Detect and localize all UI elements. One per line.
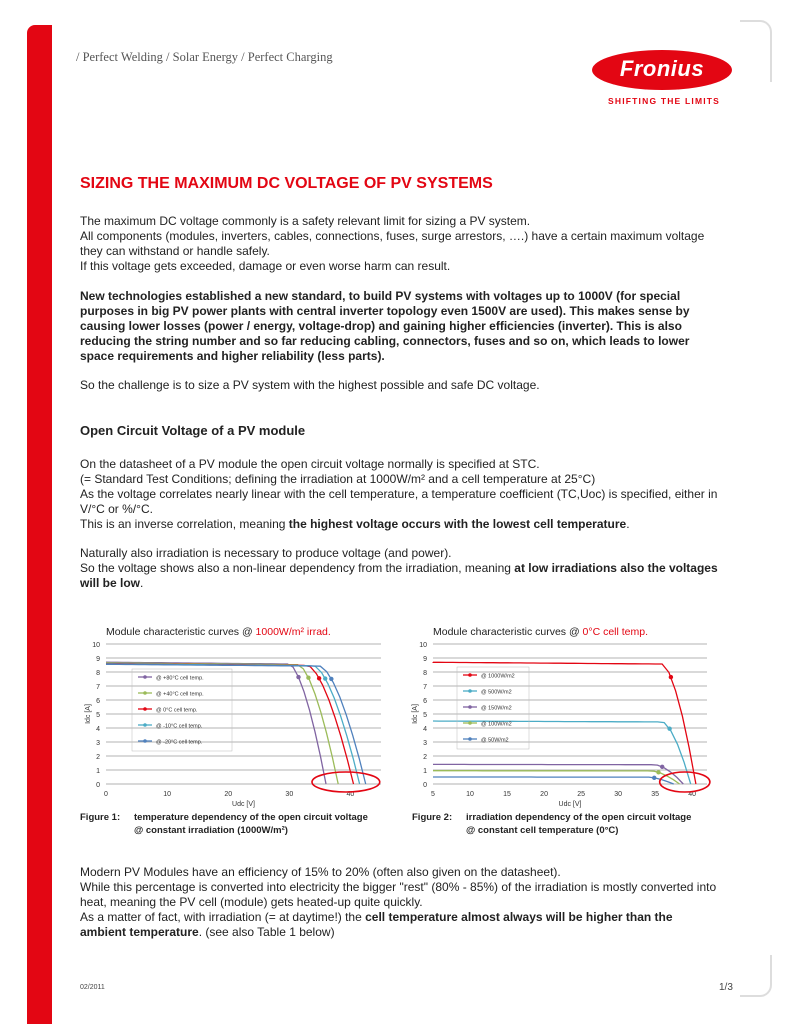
x-tick-label: 0 <box>104 791 108 798</box>
x-tick-label: 20 <box>540 791 548 798</box>
y-tick-label: 6 <box>96 698 100 705</box>
y-tick-label: 2 <box>423 754 427 761</box>
y-tick-label: 1 <box>423 768 427 775</box>
intro-line-1: The maximum DC voltage commonly is a safety relevant limit for sizing a PV system. <box>80 214 531 228</box>
y-tick-label: 7 <box>423 684 427 691</box>
y-tick-label: 10 <box>419 642 427 649</box>
irradiation-line-2 <box>80 561 720 591</box>
y-tick-label: 0 <box>96 782 100 789</box>
legend-marker <box>468 673 472 677</box>
legend-marker <box>468 721 472 725</box>
intro-line-3: If this voltage gets exceeded, damage or even worse harm can result. <box>80 259 451 273</box>
figure-1-caption <box>80 811 368 837</box>
y-tick-label: 5 <box>423 712 427 719</box>
x-tick-label: 40 <box>346 791 355 798</box>
legend-marker <box>143 739 147 743</box>
datasheet-line-3: As the voltage correlates nearly linear with the cell temperature, a temperature coefficient (TC,Uoc) is specified, either in V/°C or %/°C. <box>80 487 718 516</box>
mpp-marker-5 <box>652 776 656 780</box>
legend-marker <box>143 675 147 679</box>
legend-marker <box>468 737 472 741</box>
y-tick-label: 4 <box>96 726 100 733</box>
y-tick-label: 5 <box>96 712 100 719</box>
legend-marker <box>143 691 147 695</box>
efficiency-line-3 <box>80 910 720 940</box>
chart-1-svg <box>78 622 398 812</box>
x-tick-label: 40 <box>688 791 697 798</box>
x-axis-label: Udc [V] <box>558 801 582 808</box>
page-number: 1/3 <box>719 982 733 993</box>
efficiency-line-2: While this percentage is converted into electricity the bigger "rest" (80% - 85%) of the irradiation is mostly converted into heat, meaning the PV cell (module) gets heated-up quite quickly. <box>80 880 717 909</box>
y-tick-label: 8 <box>423 670 427 677</box>
x-tick-label: 25 <box>577 791 586 798</box>
celltemp-end: . (see also Table 1 below) <box>198 925 335 939</box>
mpp-marker-3 <box>660 765 664 769</box>
bold-paragraph: New technologies established a new standard, to build PV systems with voltages up to 1000V (for special purposes in big PV power plants with central inverter topology even 1500V are used). This makes sense by causing lower losses (power / energy, voltage-drop) and gaining higher efficiencies (inverter). This is also reducing the string number and so far reducing cabling, connectors, fuses and so on, which leads to lower space requirements and higher reliability (less parts). <box>80 289 690 363</box>
y-tick-label: 1 <box>96 768 100 775</box>
iv-curve-5 <box>433 777 674 784</box>
mpp-marker-3 <box>317 676 321 680</box>
legend-label: @ 1000W/m2 <box>481 673 515 680</box>
x-tick-label: 10 <box>163 791 172 798</box>
tagline: / Perfect Welding / Solar Energy / Perfect Charging <box>76 50 333 64</box>
mpp-marker-2 <box>667 726 671 730</box>
page-title: SIZING THE MAXIMUM DC VOLTAGE OF PV SYSTEMS <box>80 175 493 192</box>
legend-label: @ 500W/m2 <box>481 689 512 696</box>
legend-marker <box>143 707 147 711</box>
celltemp-text: As a matter of fact, with irradiation (= at daytime!) the <box>80 910 366 924</box>
irradiation-line-1: Naturally also irradiation is necessary to produce voltage (and power). <box>80 546 452 560</box>
y-tick-label: 0 <box>423 782 427 789</box>
intro-line-2: All components (modules, inverters, cables, connections, fuses, surge arrestors, ….) have a certain maximum voltage they can withstand or handle safely. <box>80 229 705 258</box>
mpp-marker-5 <box>329 677 333 681</box>
chart-title-text: Module characteristic curves @ <box>433 626 583 638</box>
irradiation-end: . <box>140 576 144 590</box>
x-tick-label: 10 <box>466 791 474 798</box>
efficiency-paragraph <box>80 865 720 940</box>
fronius-logo <box>592 50 736 110</box>
x-tick-label: 30 <box>285 791 294 798</box>
iv-curve-1 <box>106 662 326 784</box>
iv-curve-3 <box>106 664 354 784</box>
inverse-end: . <box>626 517 630 531</box>
x-tick-label: 15 <box>503 791 511 798</box>
y-tick-label: 2 <box>96 754 100 761</box>
figure-2-caption <box>412 811 691 837</box>
figure-2-caption-line-1: irradiation dependency of the open circuit voltage <box>466 812 692 823</box>
x-axis-label: Udc [V] <box>232 801 255 808</box>
x-tick-label: 35 <box>651 791 660 798</box>
iv-curve-2 <box>433 721 691 784</box>
legend-label: @ -10°C cell temp. <box>156 723 203 730</box>
figure-2-number: Figure 2: <box>412 812 453 823</box>
chart-title <box>106 626 331 638</box>
datasheet-line-4 <box>80 517 720 532</box>
left-red-bar <box>27 25 52 1024</box>
legend-label: @ -20°C cell temp. <box>156 739 203 746</box>
datasheet-line-2: (= Standard Test Conditions; defining the irradiation at 1000W/m² and a cell temperature at 25°C) <box>80 472 596 486</box>
figure-1-number: Figure 1: <box>80 812 121 823</box>
legend-label: @ +40°C cell temp. <box>156 691 204 698</box>
iv-curve-3 <box>433 764 683 784</box>
mpp-marker-1 <box>669 675 673 679</box>
figure-1-caption-line-1: temperature dependency of the open circuit voltage <box>134 812 368 823</box>
intro-paragraph <box>80 214 720 274</box>
celltemp-bold-text: cell temperature almost always will be higher than the ambient temperature <box>80 910 673 939</box>
chart-2-svg <box>405 622 723 812</box>
chart-title <box>433 626 648 638</box>
figure-1-caption-line-2: @ constant irradiation (1000W/m²) <box>134 825 288 836</box>
legend-label: @ 100W/m2 <box>481 721 512 728</box>
logo-slogan: SHIFTING THE LIMITS <box>608 96 721 106</box>
mpp-marker-2 <box>306 675 310 679</box>
y-tick-label: 9 <box>96 656 100 663</box>
iv-curve-2 <box>106 663 338 784</box>
irradiation-paragraph <box>80 546 720 591</box>
x-tick-label: 5 <box>431 791 435 798</box>
x-tick-label: 20 <box>224 791 233 798</box>
legend-marker <box>468 705 472 709</box>
inverse-text: This is an inverse correlation, meaning <box>80 517 289 531</box>
chart-title-highlight: 0°C cell temp. <box>582 626 649 638</box>
challenge-paragraph: So the challenge is to size a PV system with the highest possible and safe DC voltage. <box>80 378 540 392</box>
chart-title-text: Module characteristic curves @ <box>106 626 256 638</box>
logo-text: Fronius <box>619 56 705 81</box>
y-tick-label: 7 <box>96 684 100 691</box>
datasheet-line-1: On the datasheet of a PV module the open circuit voltage normally is specified at STC. <box>80 457 540 471</box>
datasheet-paragraph <box>80 457 720 532</box>
figure-2-chart <box>405 622 723 812</box>
legend-marker <box>468 689 472 693</box>
mpp-marker-4 <box>656 770 660 774</box>
efficiency-line-1: Modern PV Modules have an efficiency of 15% to 20% (often also given on the datasheet). <box>80 865 561 879</box>
y-axis-label: Idc [A] <box>85 704 92 724</box>
irradiation-bold-text: at low irradiations also the voltages will be low <box>80 561 718 590</box>
mpp-marker-4 <box>323 676 327 680</box>
legend-label: @ +80°C cell temp. <box>156 675 204 682</box>
figure-1-chart <box>78 622 398 812</box>
footer-date: 02/2011 <box>80 984 105 991</box>
legend-label: @ 50W/m2 <box>481 737 509 744</box>
chart-title-highlight: 1000W/m² irrad. <box>255 626 331 638</box>
bottom-corner-decoration <box>740 955 772 997</box>
mpp-marker-1 <box>296 675 300 679</box>
y-tick-label: 9 <box>423 656 427 663</box>
section-heading-open-circuit: Open Circuit Voltage of a PV module <box>80 423 306 438</box>
inverse-bold-text: the highest voltage occurs with the lowest cell temperature <box>288 517 627 531</box>
y-tick-label: 10 <box>92 642 100 649</box>
y-axis-label: Idc [A] <box>412 704 419 724</box>
y-tick-label: 3 <box>96 740 100 747</box>
legend-label: @ 0°C cell temp. <box>156 707 198 714</box>
y-tick-label: 6 <box>423 698 427 705</box>
x-tick-label: 30 <box>614 791 623 798</box>
y-tick-label: 4 <box>423 726 427 733</box>
legend-label: @ 150W/m2 <box>481 705 512 712</box>
top-corner-decoration <box>740 20 772 82</box>
irradiation-text: So the voltage shows also a non-linear dependency from the irradiation, meaning <box>80 561 515 575</box>
y-tick-label: 3 <box>423 740 427 747</box>
figure-2-caption-line-2: @ constant cell temperature (0°C) <box>466 825 619 836</box>
voc-highlight-ellipse <box>312 772 380 792</box>
y-tick-label: 8 <box>96 670 100 677</box>
legend-marker <box>143 723 147 727</box>
